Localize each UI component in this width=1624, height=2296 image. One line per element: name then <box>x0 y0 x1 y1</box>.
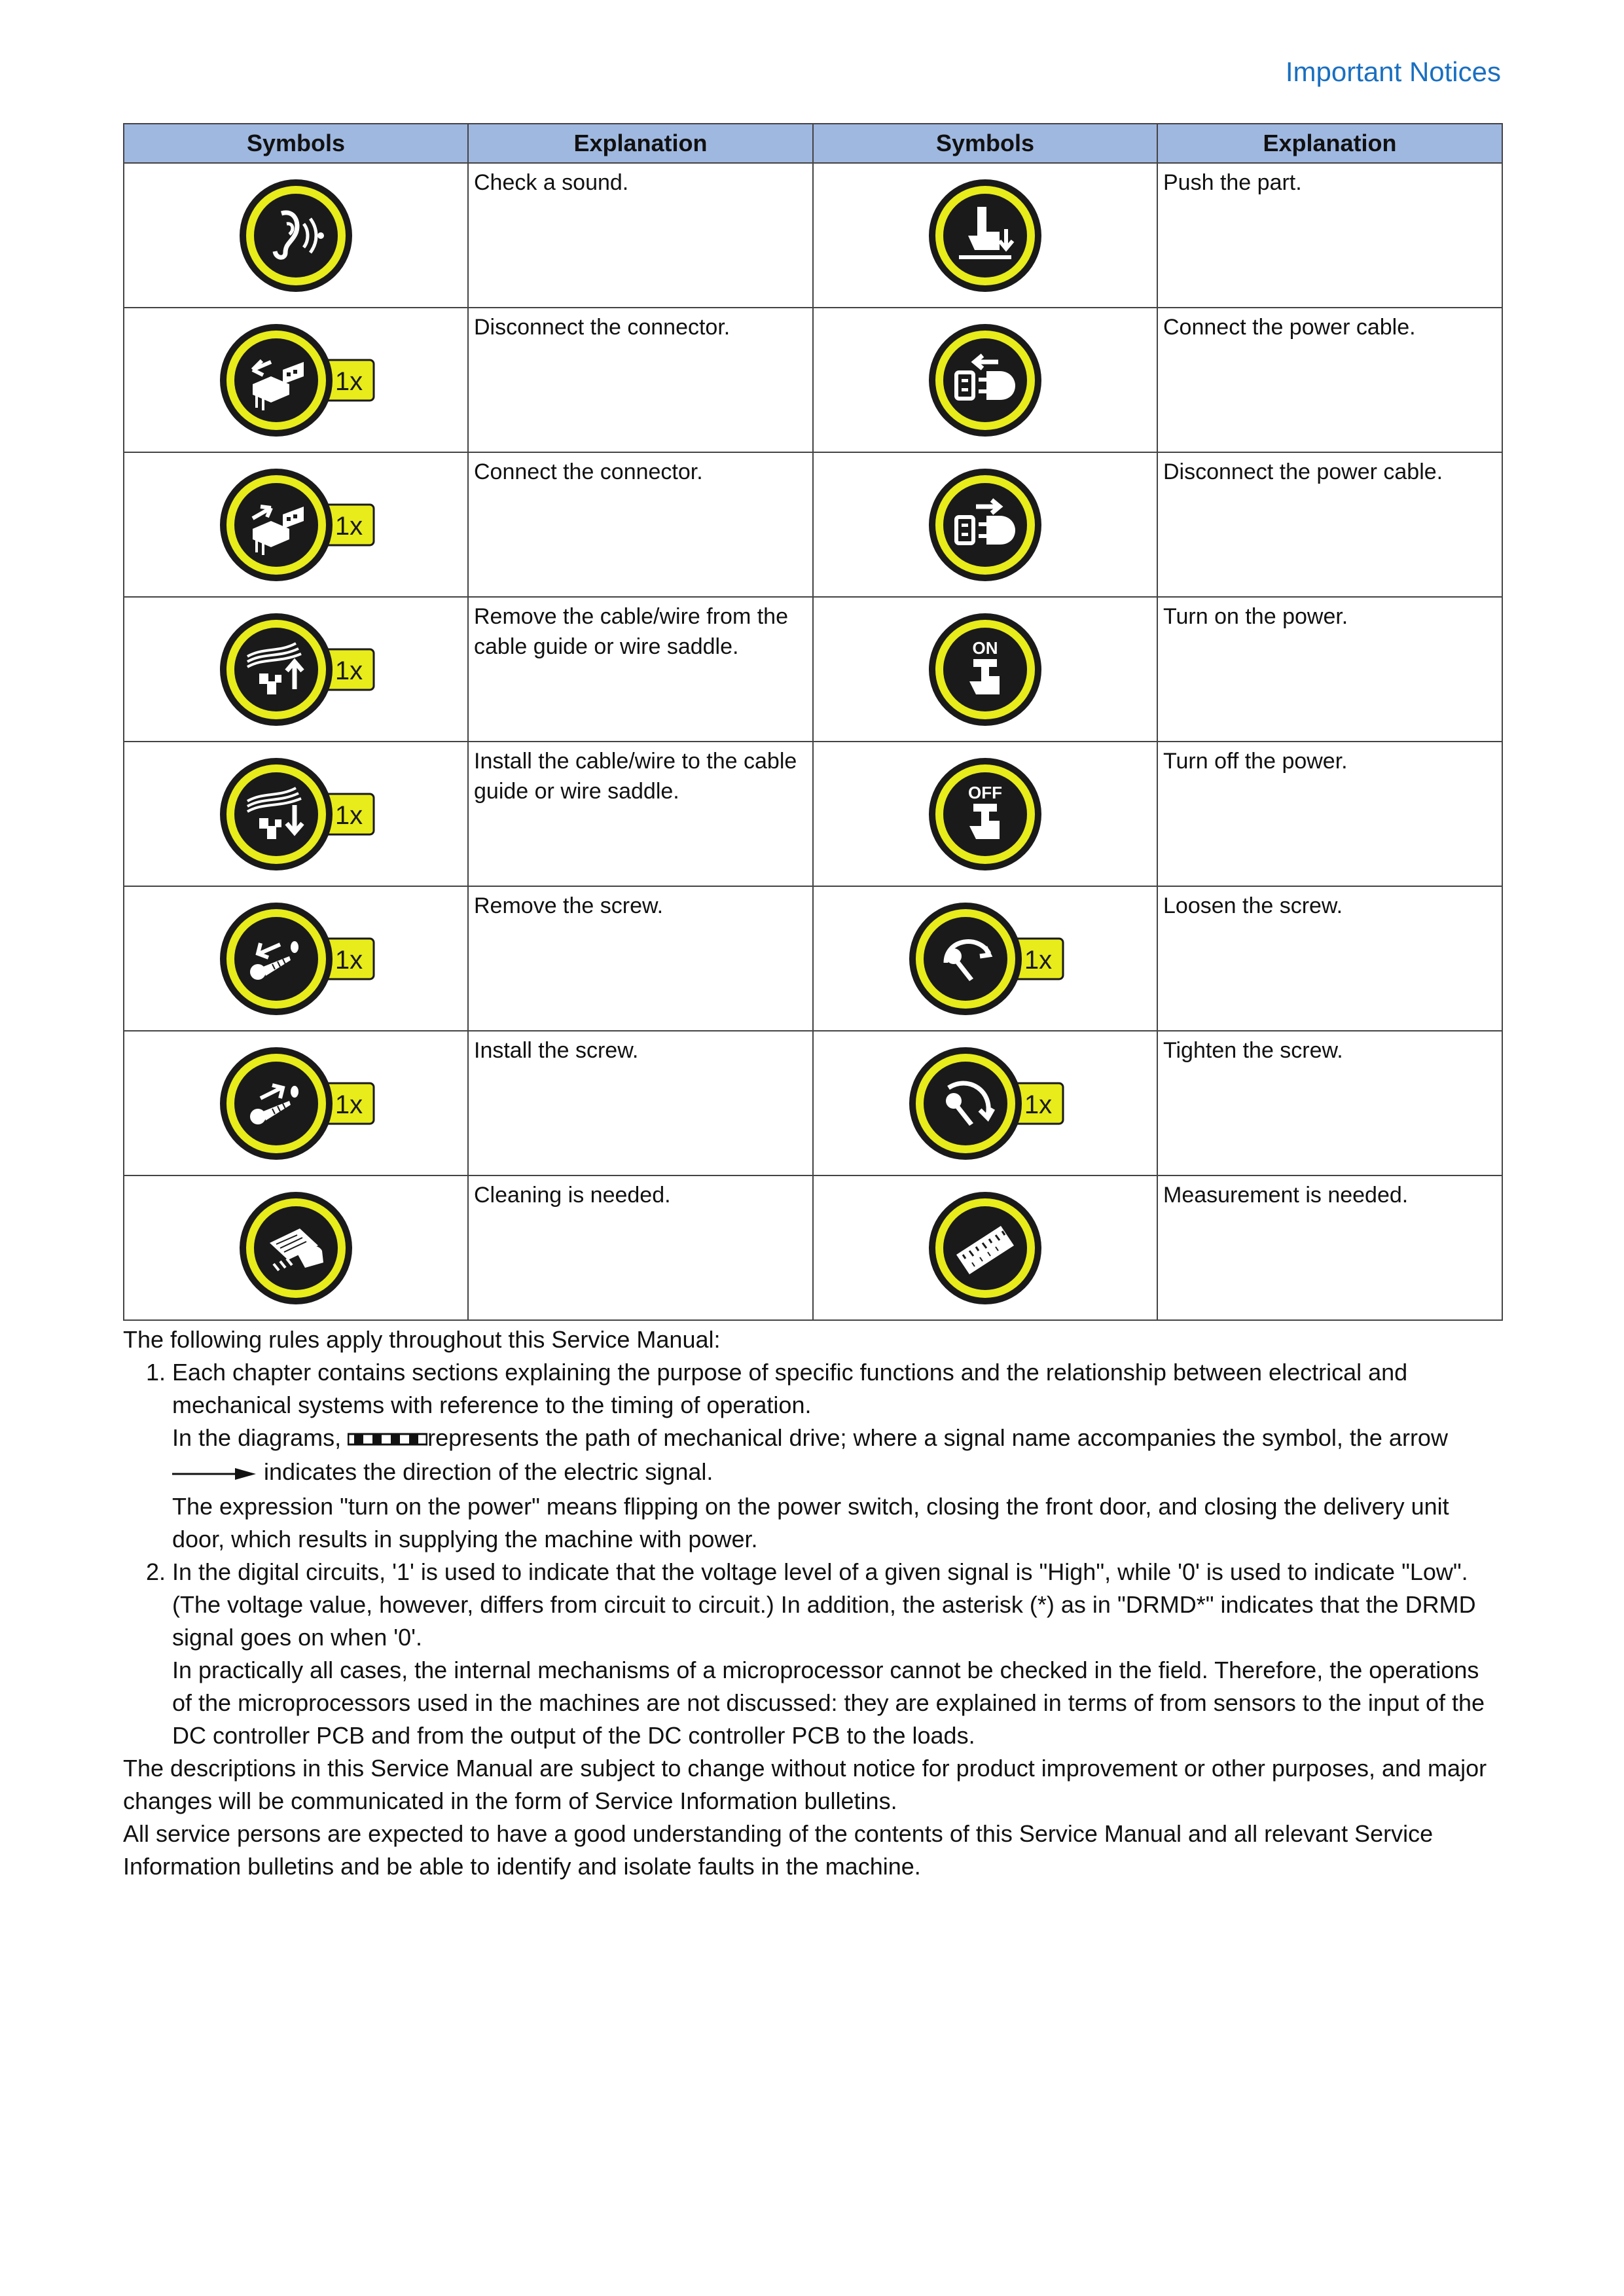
remove-cable-guide-icon <box>124 598 467 741</box>
quantity-badge-label: 1x <box>334 367 363 396</box>
symbol-cell <box>813 742 1157 886</box>
quantity-badge-label: 1x <box>334 800 363 830</box>
rule-1-diagram-note-c: indicates the direction of the electric signal. <box>257 1458 713 1486</box>
rule-1-diagram-note <box>172 1422 1504 1490</box>
column-header-symbols: Symbols <box>813 124 1157 163</box>
disconnect-connector-icon <box>124 308 467 452</box>
power-state-label: ON <box>972 637 998 658</box>
symbol-cell <box>124 1175 468 1320</box>
connect-connector-icon <box>124 453 467 596</box>
rule-item-2 <box>172 1556 1504 1752</box>
measurement-icon <box>814 1176 1157 1319</box>
table-header-row <box>124 124 1502 163</box>
rule-1-text: 1. Each chapter contains sections explaining the purpose of specific functions and the relationship between electrical and mechanical systems with reference to the timing of operation. <box>172 1359 1408 1418</box>
signal-direction-arrow-icon <box>172 1458 257 1490</box>
table-row <box>124 742 1502 886</box>
table-row <box>124 452 1502 597</box>
symbol-cell <box>124 308 468 452</box>
explanation-cell: Disconnect the connector. <box>468 308 813 452</box>
column-header-explanation: Explanation <box>1157 124 1502 163</box>
explanation-cell: Tighten the screw. <box>1157 1031 1502 1175</box>
table-row <box>124 163 1502 308</box>
quantity-badge-label: 1x <box>1024 945 1053 975</box>
rules-paragraph-1: The descriptions in this Service Manual are subject to change without notice for product improvement or other purposes, and major changes will be communicated in the form of Service Information bulletins. <box>123 1754 1487 1814</box>
table-row <box>124 308 1502 452</box>
rules-section <box>123 1323 1504 1883</box>
quantity-badge-label: 1x <box>334 945 363 975</box>
table-row <box>124 597 1502 742</box>
tighten-screw-icon <box>814 1031 1157 1175</box>
disconnect-power-cable-icon <box>814 453 1157 596</box>
remove-screw-icon <box>124 887 467 1030</box>
rule-2-microprocessor-note: In practically all cases, the internal mechanisms of a microprocessor cannot be checked in the field. Therefore, the operations of the microprocessors used in the machines are not discussed: they are explained in terms of from sensors to the input of the DC controller PCB and from the output of the DC controller PCB to the loads. <box>172 1656 1485 1749</box>
rules-paragraph-2: All service persons are expected to have a good understanding of the contents of this Service Manual and all relevant Service Information bulletins and be able to identify and isolate faults in the machine. <box>123 1820 1434 1880</box>
table-row <box>124 886 1502 1031</box>
symbol-cell <box>124 163 468 308</box>
page-title: Important Notices <box>1285 56 1501 87</box>
symbol-cell <box>124 1031 468 1175</box>
quantity-badge-label: 1x <box>334 656 363 685</box>
check-sound-icon <box>124 164 467 307</box>
power-on-icon <box>814 598 1157 741</box>
symbol-cell <box>124 597 468 742</box>
explanation-cell: Connect the power cable. <box>1157 308 1502 452</box>
explanation-cell: Turn on the power. <box>1157 597 1502 742</box>
rule-1-diagram-note-b: represents the path of mechanical drive; where a signal name accompanies the symbol, the arrow <box>427 1424 1448 1451</box>
symbol-cell <box>124 886 468 1031</box>
explanation-cell: Install the screw. <box>468 1031 813 1175</box>
explanation-cell: Check a sound. <box>468 163 813 308</box>
symbol-cell <box>124 742 468 886</box>
explanation-cell: Loosen the screw. <box>1157 886 1502 1031</box>
column-header-symbols: Symbols <box>124 124 468 163</box>
rules-list <box>123 1356 1504 1752</box>
column-header-explanation: Explanation <box>468 124 813 163</box>
power-state-label: OFF <box>968 782 1002 802</box>
rules-intro: The following rules apply throughout this Service Manual: <box>123 1326 721 1353</box>
explanation-cell: Cleaning is needed. <box>468 1175 813 1320</box>
explanation-cell: Measurement is needed. <box>1157 1175 1502 1320</box>
explanation-cell: Push the part. <box>1157 163 1502 308</box>
table-row <box>124 1031 1502 1175</box>
explanation-cell: Disconnect the power cable. <box>1157 452 1502 597</box>
rule-item-1 <box>172 1356 1504 1556</box>
rule-1-diagram-note-a: In the diagrams, <box>172 1424 348 1451</box>
symbol-cell <box>813 1031 1157 1175</box>
power-off-icon <box>814 742 1157 886</box>
symbol-cell <box>813 886 1157 1031</box>
symbols-table <box>123 123 1503 1321</box>
install-cable-guide-icon <box>124 742 467 886</box>
cleaning-icon <box>124 1176 467 1319</box>
rule-2-text: 2. In the digital circuits, '1' is used to indicate that the voltage level of a given signal is "High", while '0' is used to indicate "Low". (The voltage value, however, differs from circuit to circuit.) In addition, the asterisk (*) as in "DRMD*" indicates that the DRMD signal goes on when '0'. <box>172 1558 1476 1651</box>
connect-power-cable-icon <box>814 308 1157 452</box>
quantity-badge-label: 1x <box>1024 1090 1053 1119</box>
explanation-cell: Install the cable/wire to the cable guide or wire saddle. <box>468 742 813 886</box>
symbol-cell <box>813 597 1157 742</box>
quantity-badge-label: 1x <box>334 1090 363 1119</box>
symbol-cell <box>124 452 468 597</box>
mechanical-drive-path-icon <box>348 1423 427 1456</box>
explanation-cell: Connect the connector. <box>468 452 813 597</box>
quantity-badge-label: 1x <box>334 511 363 541</box>
symbol-cell <box>813 308 1157 452</box>
explanation-cell: Remove the screw. <box>468 886 813 1031</box>
loosen-screw-icon <box>814 887 1157 1030</box>
symbol-cell <box>813 1175 1157 1320</box>
table-row <box>124 1175 1502 1320</box>
symbol-cell <box>813 452 1157 597</box>
install-screw-icon <box>124 1031 467 1175</box>
explanation-cell: Remove the cable/wire from the cable guide or wire saddle. <box>468 597 813 742</box>
symbol-cell <box>813 163 1157 308</box>
push-part-icon <box>814 164 1157 307</box>
explanation-cell: Turn off the power. <box>1157 742 1502 886</box>
rule-1-power-note: The expression "turn on the power" means flipping on the power switch, closing the front door, and closing the delivery unit door, which results in supplying the machine with power. <box>172 1492 1449 1552</box>
